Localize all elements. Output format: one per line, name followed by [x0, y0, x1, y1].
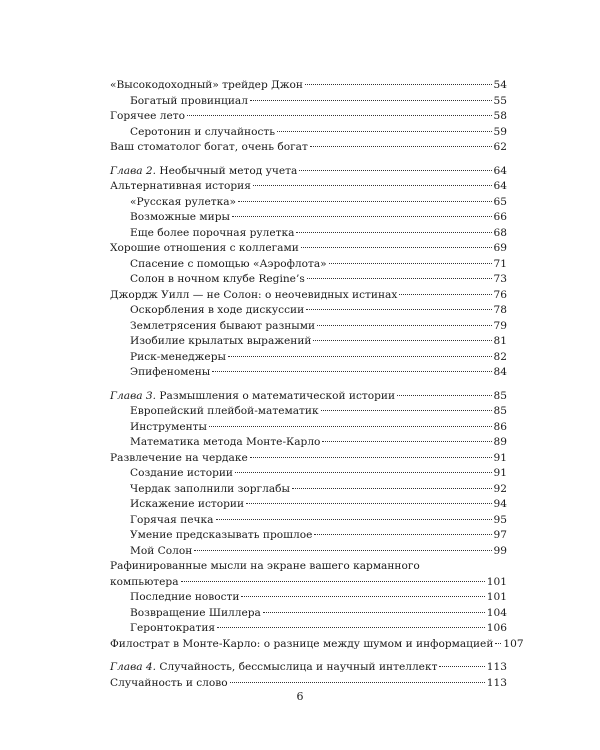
toc-page-number: 95: [493, 513, 507, 526]
dot-leader: [212, 371, 491, 372]
toc-entry: [110, 272, 507, 288]
toc-entry: [110, 513, 507, 529]
dot-leader: [322, 441, 491, 442]
dot-leader: [228, 356, 492, 357]
toc-entry-title: Риск-менеджеры: [130, 350, 226, 363]
toc-page-number: 59: [493, 125, 507, 138]
toc-entry-title: Возвращение Шиллера: [130, 606, 261, 619]
toc-page-number: 54: [493, 79, 507, 91]
toc-entry: [110, 544, 507, 560]
toc-entry-title: Возможные миры: [130, 211, 230, 223]
toc-page-number: 78: [493, 304, 507, 316]
dot-leader: [329, 263, 492, 264]
toc-entry-title: Чердак заполнили зорглабы: [130, 482, 290, 495]
toc-entry: [110, 559, 507, 590]
dot-leader: [296, 232, 491, 233]
toc-entry-title: Европейский плейбой-математик: [130, 405, 319, 417]
toc-entry: [110, 420, 507, 436]
toc-page-number: 82: [493, 350, 507, 363]
toc-page-number: 64: [493, 180, 507, 192]
toc-page-number: 91: [493, 451, 507, 464]
toc-entry-title: Филострат в Монте-Карло: о разнице между шумом и информацией: [110, 637, 494, 650]
toc-page-number: 104: [486, 606, 507, 619]
toc-page-number: 99: [493, 544, 507, 557]
toc-entry-title: Оскорбления в ходе дискуссии: [130, 304, 305, 316]
toc-entry: [110, 676, 507, 692]
toc-page-number: 55: [493, 94, 507, 107]
chapter-title: Размышления о математической истории: [159, 389, 396, 402]
dot-leader: [232, 216, 492, 217]
toc-entry-title: Солон в ночном клубе Regine’s: [130, 273, 305, 285]
dot-leader: [399, 294, 491, 295]
toc-entry: [110, 451, 507, 467]
toc-entry: [110, 606, 507, 622]
dot-leader: [246, 503, 491, 504]
toc-entry: [110, 404, 507, 420]
chapter-title: Необычный метод учета: [159, 164, 298, 177]
page-number: 6: [296, 690, 304, 703]
dot-leader: [439, 666, 484, 667]
dot-leader: [317, 325, 491, 326]
dot-leader: [216, 519, 492, 520]
toc-page-number: 65: [493, 195, 507, 208]
toc-entry-title: Случайность и слово: [110, 676, 228, 689]
dot-leader: [238, 201, 492, 202]
dot-leader: [250, 100, 492, 101]
toc-entry-title: Землетрясения бывают разными: [130, 319, 316, 332]
toc-entry-title: [110, 164, 297, 180]
dot-leader: [397, 395, 492, 396]
toc-entry: [110, 466, 507, 482]
dot-leader: [305, 84, 492, 85]
toc-entry: [110, 319, 507, 335]
toc-entry-title: Спасение с помощью «Аэрофлота»: [130, 257, 327, 270]
toc-entry: [110, 210, 507, 226]
toc-entry: [110, 125, 507, 141]
toc-entry-title: Богатый провинциал: [130, 94, 248, 107]
toc-page-number: 94: [493, 498, 507, 510]
chapter-label: Глава 4.: [110, 661, 157, 673]
toc-page-number: 86: [493, 420, 507, 433]
dot-leader: [194, 550, 491, 551]
toc-entry-title: Хорошие отношения с коллегами: [110, 242, 299, 254]
dot-leader: [299, 170, 491, 171]
toc-page-number: 113: [486, 676, 507, 689]
toc-entry: [110, 164, 507, 180]
toc-entry: [110, 109, 507, 125]
toc-entry: [110, 334, 507, 350]
toc-entry-title: Изобилие крылатых выражений: [130, 335, 312, 347]
toc-page-number: 68: [493, 226, 507, 239]
toc-page-number: 76: [493, 288, 507, 301]
toc-entry-title: Горячая печка: [130, 513, 214, 526]
dot-leader: [230, 682, 485, 683]
dot-leader: [321, 410, 492, 411]
toc-page-number: 62: [493, 141, 507, 153]
dot-leader: [314, 534, 491, 535]
toc-entry: [110, 179, 507, 195]
toc-page-number: 58: [493, 110, 507, 122]
toc-entry: [110, 621, 507, 637]
dot-leader: [306, 309, 491, 310]
toc-entry-title: Мой Солон: [130, 544, 193, 557]
toc-entry: [110, 195, 507, 211]
dot-leader: [187, 115, 492, 116]
toc-entry-title: Джордж Уилл — не Солон: о неочевидных истинах: [110, 288, 398, 301]
dot-leader: [495, 643, 501, 644]
toc-entry-title: Создание истории: [130, 467, 233, 479]
toc-page-number: 107: [503, 637, 524, 650]
dot-leader: [310, 146, 492, 147]
toc-page-number: 89: [493, 436, 507, 448]
toc-entry: [110, 78, 507, 94]
toc-page-number: 66: [493, 211, 507, 223]
toc-page-number: 64: [493, 164, 507, 177]
dot-leader: [209, 426, 492, 427]
toc-page-number: 73: [493, 273, 507, 285]
dot-leader: [277, 131, 491, 132]
toc-entry-title: Серотонин и случайность: [130, 125, 276, 138]
toc-entry-title: Рафинированные мысли на экране вашего карманного: [110, 560, 420, 572]
toc-entry: [110, 482, 507, 498]
dot-leader: [241, 596, 484, 597]
dot-leader: [253, 185, 492, 186]
toc-entry: [110, 241, 507, 257]
toc-page-number: 85: [493, 389, 507, 402]
toc-entry: [110, 257, 507, 273]
dot-leader: [235, 472, 492, 473]
toc-page-number: 71: [493, 257, 507, 270]
toc-entry-title: Альтернативная история: [110, 180, 251, 192]
toc-entry-title: «Высокодоходный» трейдер Джон: [110, 79, 303, 91]
dot-leader: [250, 457, 492, 458]
toc-entry: [110, 303, 507, 319]
toc-entry: [110, 288, 507, 304]
chapter-label: Глава 2.: [110, 164, 157, 177]
toc-entry-title-continued: компьютера: [110, 575, 179, 588]
toc-page-number: 91: [493, 467, 507, 479]
toc-page-number: 92: [493, 482, 507, 495]
toc-entry-title: Математика метода Монте-Карло: [130, 436, 321, 448]
toc-entry: [110, 590, 507, 606]
toc-page-number: 113: [486, 661, 507, 673]
dot-leader: [292, 488, 492, 489]
toc-entry: [110, 528, 507, 544]
dot-leader: [217, 627, 485, 628]
toc-entry-title: Геронтократия: [130, 622, 216, 634]
toc-entry-title: Последние новости: [130, 591, 240, 603]
chapter-title: Случайность, бессмыслица и научный интеллект: [159, 661, 438, 673]
toc-entry: [110, 389, 507, 405]
dot-leader: [263, 612, 485, 613]
toc-entry: [110, 226, 507, 242]
toc-entry-title: Горячее лето: [110, 110, 186, 122]
dot-leader: [313, 340, 491, 341]
toc-page-number: 81: [493, 335, 507, 347]
toc-page-number: 85: [493, 405, 507, 417]
dot-leader: [181, 581, 485, 582]
toc-entry-title: Еще более порочная рулетка: [130, 226, 295, 239]
dot-leader: [301, 247, 492, 248]
toc-entry: [110, 140, 507, 156]
toc-page-number: 101: [486, 575, 507, 588]
dot-leader: [307, 278, 492, 279]
toc-entry: [110, 435, 507, 451]
toc-entry-title: Искажение истории: [130, 498, 245, 510]
toc-entry-title: Инструменты: [130, 420, 207, 433]
toc-entry-title: Умение предсказывать прошлое: [130, 529, 313, 541]
toc-entry-title: Развлечение на чердаке: [110, 451, 248, 464]
toc-entry: [110, 350, 507, 366]
toc-entry-title: «Русская рулетка»: [130, 195, 236, 208]
toc-entry-title: Ваш стоматолог богат, очень богат: [110, 141, 308, 153]
toc-entry-title: Эпифеномены: [130, 366, 211, 378]
toc-entry: [110, 660, 507, 676]
chapter-label: Глава 3.: [110, 389, 157, 402]
toc-entry-title: [110, 660, 437, 676]
toc-entry: [110, 637, 524, 653]
toc-entry: [110, 497, 507, 513]
toc-page-number: 101: [486, 591, 507, 603]
toc-page-number: 97: [493, 529, 507, 541]
toc-page-number: 106: [486, 622, 507, 634]
toc-page-number: 79: [493, 319, 507, 332]
toc-entry: [110, 94, 507, 110]
toc-page-number: 84: [493, 366, 507, 378]
toc-entry-title: [110, 389, 395, 405]
toc-entry: [110, 365, 507, 381]
toc-page-number: 69: [493, 242, 507, 254]
table-of-contents: [110, 78, 524, 691]
